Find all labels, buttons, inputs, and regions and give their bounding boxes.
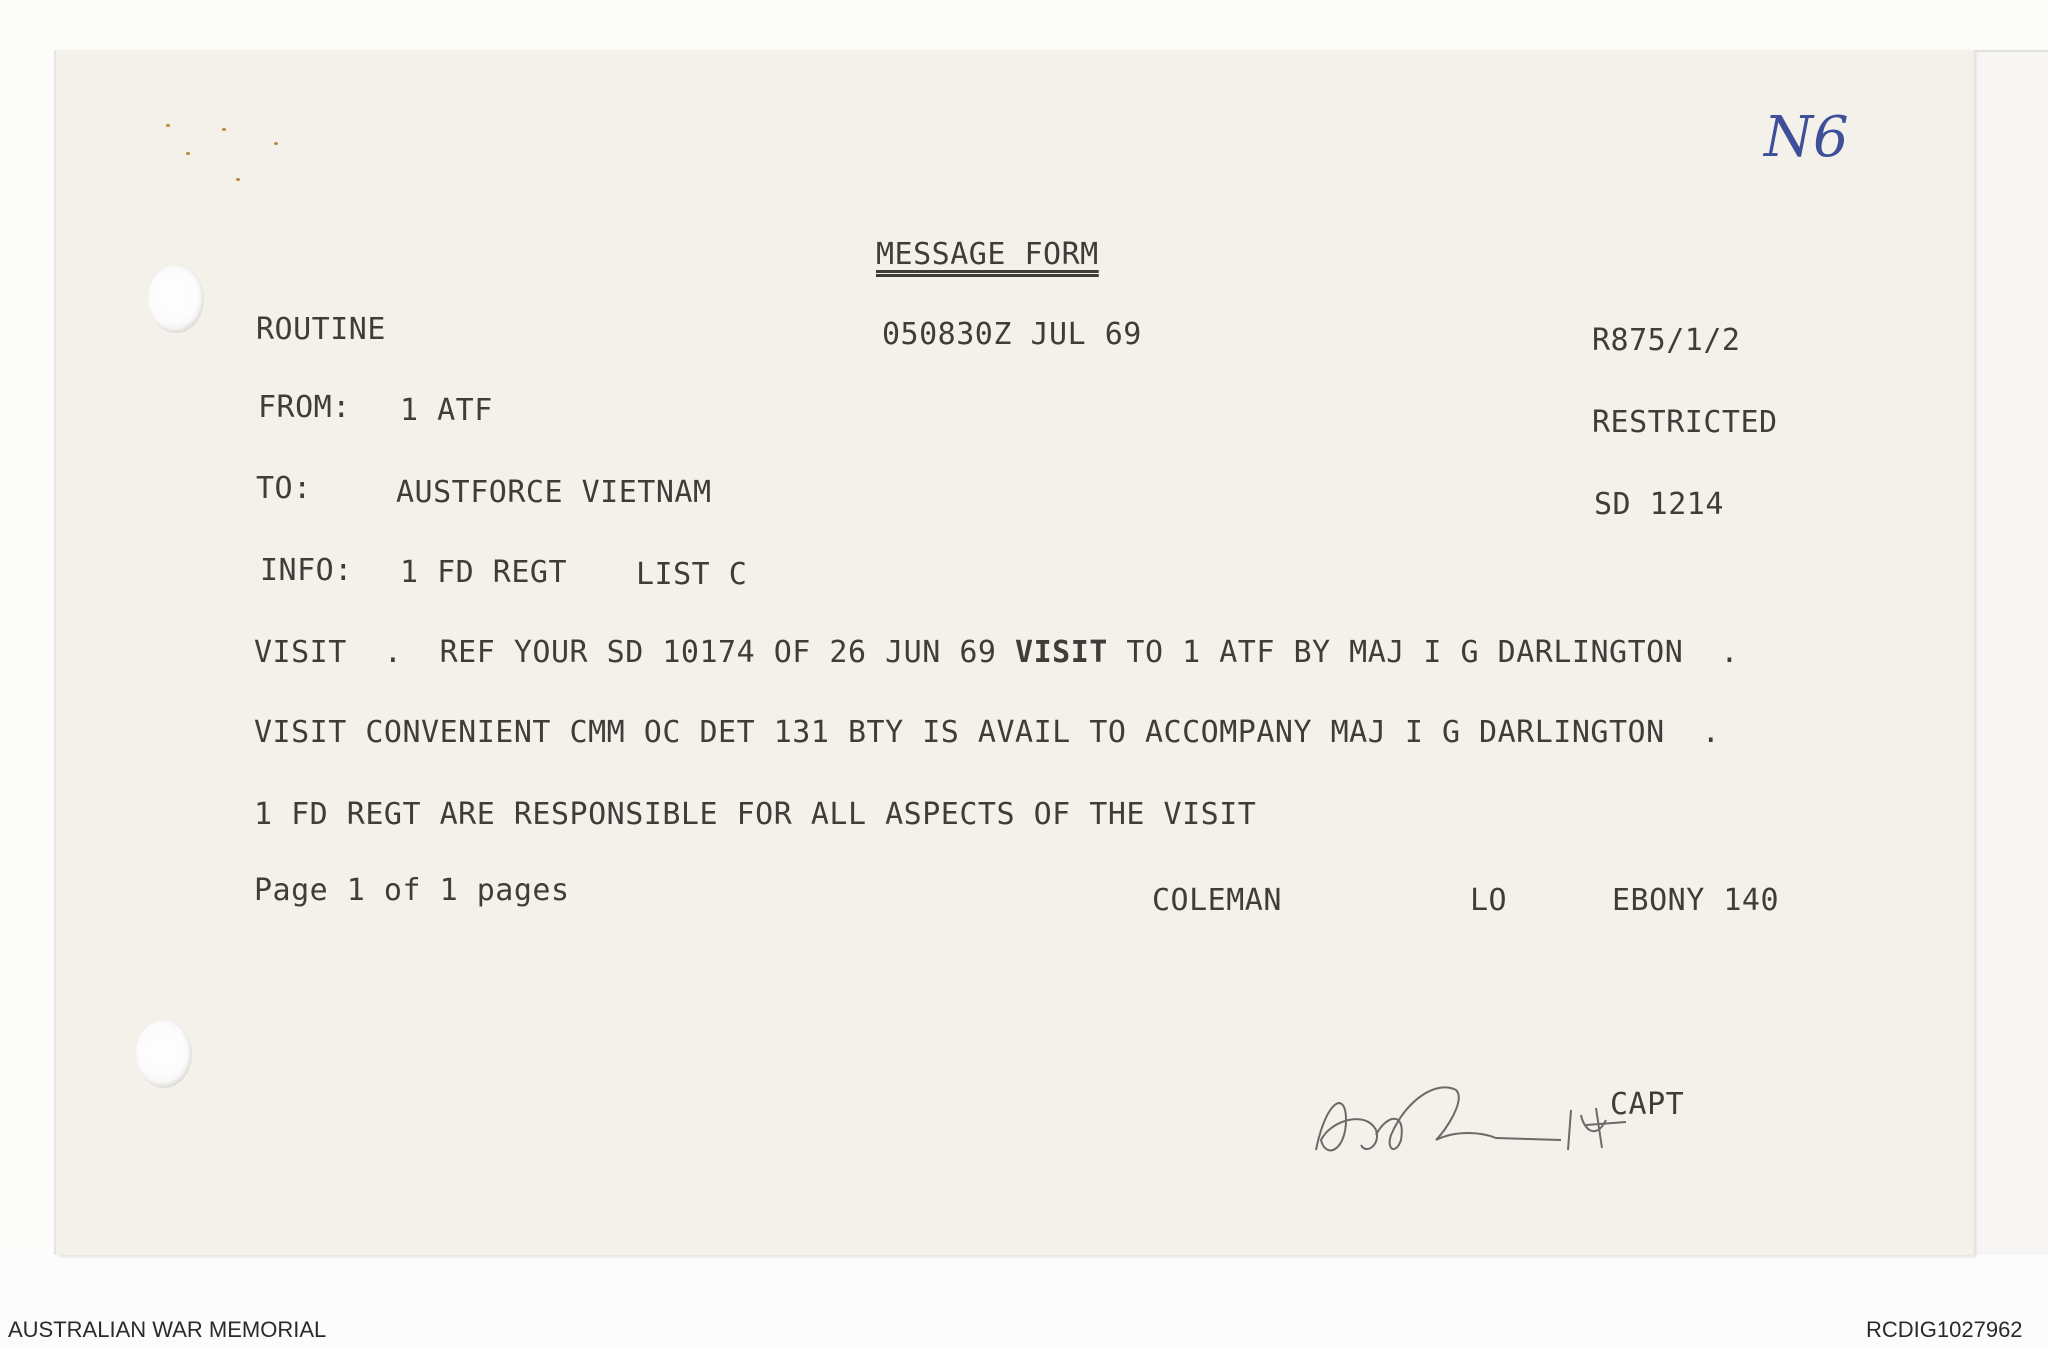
folio-mark: N6: [1764, 105, 1849, 170]
page-count: Page 1 of 1 pages: [254, 873, 570, 908]
classification: RESTRICTED: [1592, 405, 1778, 440]
info-value: 1 FD REGT: [400, 555, 568, 590]
institution-credit: AUSTRALIAN WAR MEMORIAL: [8, 1317, 327, 1342]
info-label: INFO:: [260, 553, 353, 588]
punch-hole-bottom: [136, 1020, 192, 1088]
from-value: 1 ATF: [400, 393, 493, 428]
paper-speck: [166, 124, 170, 127]
body-line-1-part-a: VISIT . REF YOUR SD 10174 OF 26 JUN 69: [254, 635, 1016, 670]
originator-name: COLEMAN: [1152, 883, 1282, 918]
to-label: TO:: [256, 471, 312, 506]
date-time-group: 050830Z JUL 69: [882, 317, 1142, 352]
serial-number: SD 1214: [1594, 487, 1724, 522]
info-list: LIST C: [636, 557, 748, 592]
paper-speck: [236, 178, 240, 181]
item-identifier: RCDIG1027962: [1866, 1317, 2023, 1342]
precedence: ROUTINE: [256, 312, 386, 347]
handwritten-signature: [1306, 1060, 1646, 1180]
originator-phone: EBONY 140: [1612, 883, 1780, 918]
body-line-1-emphasis: VISIT: [1015, 635, 1108, 670]
paper-speck: [222, 128, 226, 131]
signatory-rank: CAPT: [1610, 1087, 1685, 1122]
body-line-3: 1 FD REGT ARE RESPONSIBLE FOR ALL ASPECTS OF THE VISIT: [254, 797, 1257, 832]
to-value: AUSTFORCE VIETNAM: [396, 475, 712, 510]
originator-appointment: LO: [1470, 883, 1508, 918]
paper-speck: [274, 142, 278, 145]
body-line-1-part-c: TO 1 ATF BY MAJ I G DARLINGTON .: [1107, 635, 1739, 670]
file-reference: R875/1/2: [1592, 323, 1741, 358]
paper-speck: [186, 152, 190, 155]
from-label: FROM:: [258, 390, 351, 425]
scanner-left-edge: [0, 50, 56, 1315]
form-title: MESSAGE FORM: [876, 237, 1099, 272]
body-line-1: [254, 635, 1739, 670]
body-line-2: VISIT CONVENIENT CMM OC DET 131 BTY IS AVAIL TO ACCOMPANY MAJ I G DARLINGTON .: [254, 715, 1721, 750]
punch-hole-top: [148, 265, 204, 333]
message-form-sheet: [56, 50, 1974, 1255]
scanner-top-edge: [0, 0, 2048, 52]
